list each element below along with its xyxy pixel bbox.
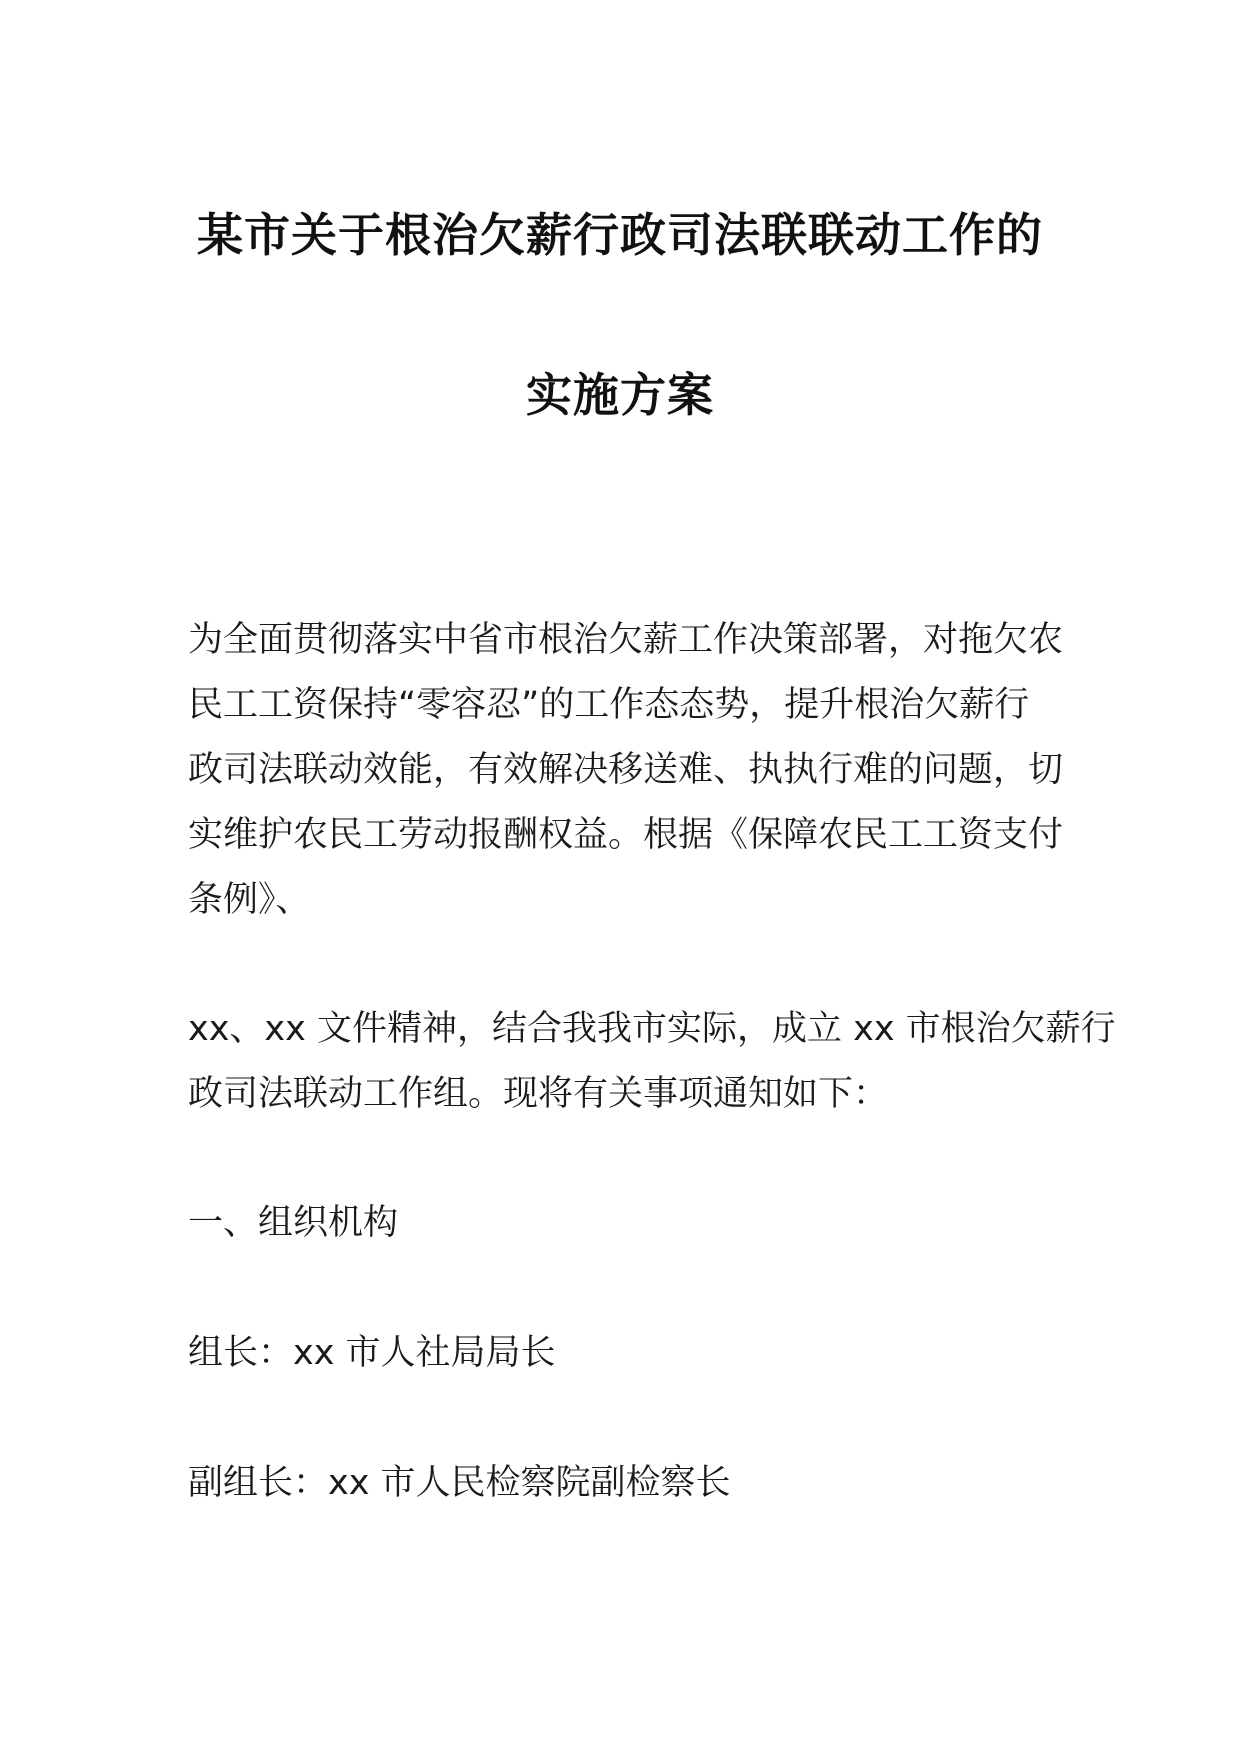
paragraph-line: 为全面贯彻落实中省市根治欠薪工作决策部署，对拖欠农: [188, 620, 1064, 660]
document-title-line-1: 某市关于根治欠薪行政司法联联动工作的: [197, 208, 1043, 262]
deputy-leader-line: 副组长：xx 市人民检察院副检察长: [188, 1463, 731, 1503]
paragraph-line: 实维护农民工劳动报酬权益。根据《保障农民工工资支付: [188, 815, 1064, 855]
leader-line: 组长：xx 市人社局局长: [188, 1333, 556, 1373]
section-heading: 一、组织机构: [188, 1203, 399, 1243]
paragraph-line: 政司法联动效能，有效解决移送难、执执行难的问题，切: [188, 750, 1064, 790]
paragraph-line: 政司法联动工作组。现将有关事项通知如下：: [188, 1074, 889, 1114]
basis-paragraph: [188, 997, 1116, 1127]
document-title-line-2: 实施方案: [526, 368, 714, 422]
paragraph-line: xx、xx 文件精神，结合我我市实际，成立 xx 市根治欠薪行: [188, 1009, 1116, 1049]
paragraph-line: 条例》、: [188, 880, 311, 920]
paragraph-line: 民工工资保持“零容忍”的工作态态势，提升根治欠薪行: [188, 685, 1030, 725]
intro-paragraph: [188, 608, 1064, 933]
